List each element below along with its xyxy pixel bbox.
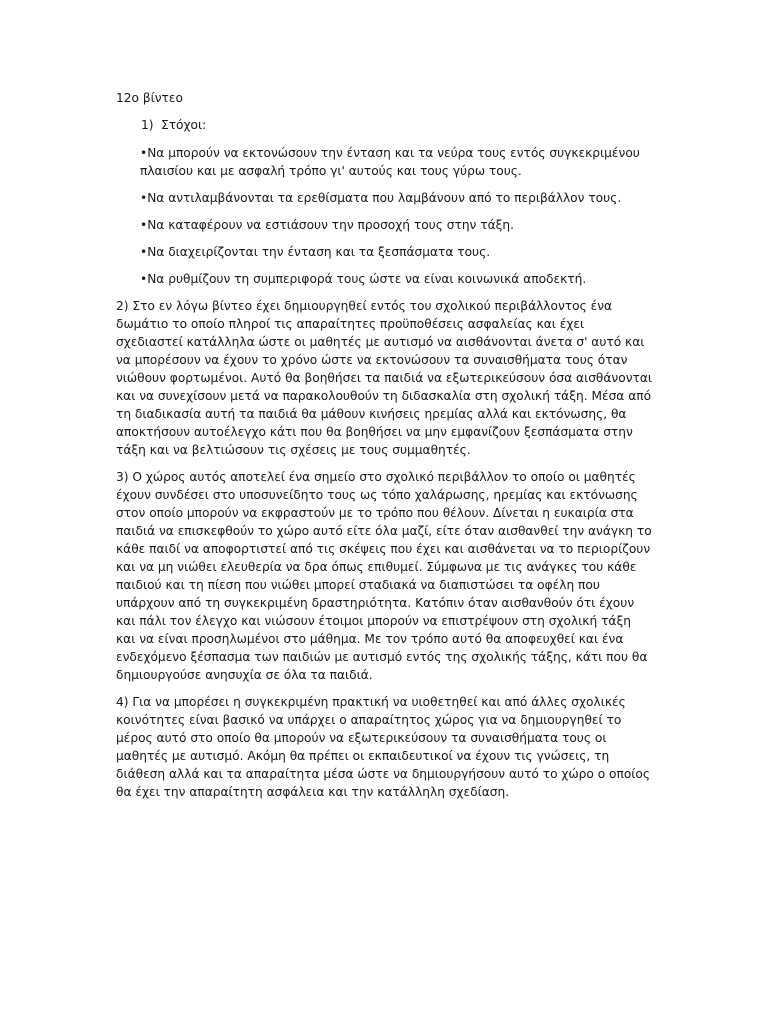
document-title: 12ο βίντεο [116, 91, 183, 105]
document-body [116, 89, 652, 810]
paragraph-4: 4) Για να μπορέσει η συγκεκριμένη πρακτική να υιοθετηθεί και από άλλες σχολικές κοινότητες είναι βασικό να υπάρχει ο απαραίτητος χώρος για να δημιουργηθεί το μέρος αυτό στο οποίο θα μπορούν να εξωτερικεύσουν τα συναισθήματα τους οι μαθητές με αυτισμό. Ακόμη θα πρέπει οι εκπαιδευτικοί να έχουν τις γνώσεις, τη διάθεση αλλά και τα απαραίτητα μέσα ώστε να δημιουργήσουν αυτό το χώρο ο οποίος θα έχει την απαραίτητη ασφάλεια και την κατάλληλη σχεδίαση. [116, 695, 651, 799]
paragraph-3: 3) Ο χώρος αυτός αποτελεί ένα σημείο στο σχολικό περιβάλλον το οποίο οι μαθητές έχουν συνδέσει στο υποσυνείδητο τους ως τόπο χαλάρωσης, ηρεμίας και εκτόνωσης στον οποίο μπορούν να εκφραστούν με το τρόπο που θέλουν. Δίνεται η ευκαιρία στα παιδιά να επισκεφθούν το χώρο αυτό είτε όλα μαζί, είτε όταν αισθανθεί την ανάγκη το κάθε παιδί να αποφορτιστεί από τις σκέψεις που έχει και αισθάνεται να το περιορίζουν και να μη νιώθει ελευθερία να δρα όπως επιθυμεί. Σύμφωνα με τις ανάγκες του κάθε παιδιού και τη πίεση που νιώθει μπορεί σταδιακά να διαπιστώσει τα οφέλη που υπάρχουν από τη συγκεκριμένη δραστηριότητα. Κατόπιν όταν αισθανθούν ότι έχουν και πάλι τον έλεγχο και νιώσουν έτοιμοι μπορούν να επιστρέψουν στη σχολική τάξη και να είναι προσηλωμένοι στο μάθημα. Με τον τρόπο αυτό θα αποφευχθεί και ένα ενδεχόμενο ξέσπασμα των παιδιών με αυτισμό εντός της σχολικής τάξης, κάτι που θα δημιουργούσε ανησυχία σε όλα τα παιδιά. [116, 470, 652, 682]
goal-item: •Να αντιλαμβάνονται τα ερεθίσματα που λαμβάνουν από το περιβάλλον τους. [140, 191, 622, 205]
goal-item: •Να καταφέρουν να εστιάσουν την προσοχή τους στην τάξη. [140, 218, 514, 232]
paragraph-2: 2) Στο εν λόγω βίντεο έχει δημιουργηθεί εντός του σχολικού περιβάλλοντος ένα δωμάτιο το οποίο πληροί τις απαραίτητες προϋποθέσεις ασφαλείας και έχει σχεδιαστεί κατάλληλα ώστε οι μαθητές με αυτισμό να αισθάνονται άνετα σ' αυτό και να μπορέσουν να έχουν το χρόνο ώστε να εκτονώσουν τα συναισθήματα τους όταν νιώθουν φορτωμένοι. Αυτό θα βοηθήσει τα παιδιά να εξωτερικεύσουν όσα αισθάνονται και να συνεχίσουν μετά να παρακολουθούν τη διδασκαλία στη σχολική τάξη. Μέσα από τη διαδικασία αυτή τα παιδιά θα μάθουν κινήσεις ηρεμίας αλλά και εκτόνωσης, θα αποκτήσουν αυτοέλεγχο κάτι που θα βοηθήσει να μην εμφανίζουν ξεσπάσματα στην τάξη και να βελτιώσουν τις σχέσεις με τους συμμαθητές. [116, 299, 652, 457]
goal-item: •Να διαχειρίζονται την ένταση και τα ξεσπάσματα τους. [140, 245, 491, 259]
goals-heading [116, 116, 652, 134]
goals-heading-label: Στόχοι: [161, 118, 207, 132]
goal-item: •Να μπορούν να εκτονώσουν την ένταση και τα νεύρα τους εντός συγκεκριμένου πλαισίου και με ασφαλή τρόπο γι' αυτούς και τους γύρω τους. [140, 146, 640, 178]
goals-number: 1) [141, 118, 154, 132]
goal-item: •Να ρυθμίζουν τη συμπεριφορά τους ώστε να είναι κοινωνικά αποδεκτή. [140, 272, 587, 286]
